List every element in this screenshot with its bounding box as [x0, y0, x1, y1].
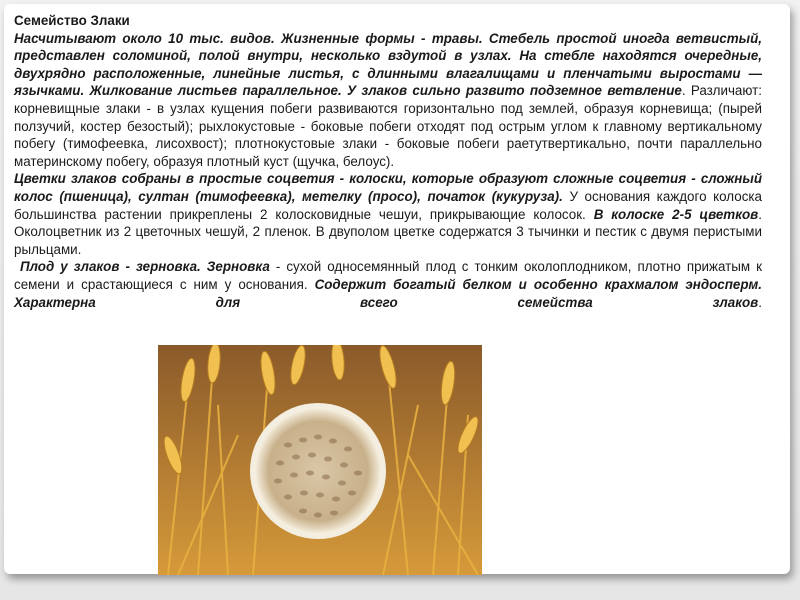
- wheat-photo: [158, 345, 482, 575]
- description-bold: Насчитывают около 10 тыс. видов. Жизненные формы - травы. Стебель простой иногда ветвистый, представлен соломиной, полой внутри, несколько вздутой в узлах. На стебле находятся очередные, двухрядно расположенные, линейные листья, с длинными влагалищами и пленчатыми выростами — язычками. Жилкование листьев параллельное. У злаков сильно развито подземное ветвление: [14, 30, 762, 99]
- paragraph-flowers: [14, 170, 762, 258]
- fruit-bold: Плод у злаков - зерновка. Зерновка: [20, 259, 270, 275]
- paragraph-description: [14, 30, 762, 171]
- content-card: [4, 4, 790, 574]
- endosperm-bold: Содержит богатый белком и особенно крахмалом эндосперм. Характерна для всего семейства злаков: [14, 276, 762, 310]
- paragraph-fruit: [14, 258, 762, 311]
- flowers-bold: Цветки злаков собраны в простые соцветия - колоски, которые образуют сложные соцветия - сложный колос (пшеница), султан (тимофеевка), метелку (просо), початок (кукуруза).: [14, 171, 762, 204]
- spikelet-bold: В колоске 2-5 цветков: [593, 206, 759, 222]
- flowers-normal: У основания каждого колоска большинства растении прикреплены 2 колосковидные чешуи, прикрывающие колосок.: [14, 188, 763, 222]
- fruit-end: .: [758, 294, 762, 310]
- slide-title: Семейство Злаки: [14, 13, 130, 28]
- grain-bowl: [250, 403, 386, 539]
- slide-text: [14, 12, 762, 311]
- spikelet-normal: . Околоцветник из 2 цветочных чешуй, 2 пленок. В двуполом цветке содержатся 3 тычинки и пестик с двумя перистыми рыльцами.: [14, 206, 762, 257]
- description-normal: . Различают: корневищные злаки - в узлах кущения побеги развиваются горизонтально под землей, образуя корневища; (пырей ползучий, костер безостый); рыхлокустовые - боковые побеги отходят под острым углом к главному вертикальному побегу (тимофеевка, лисохвост); плотнокустовые злаки - боковые побеги раетутвертикально, почти параллельно материнскому побегу, образуя плотный куст (щучка, белоус).: [14, 83, 762, 169]
- fruit-normal: - сухой односемянный плод с тонким околоплодником, плотно прижатым к семени и срастающиеся с ним у основания.: [14, 259, 762, 292]
- wheat-illustration: [158, 345, 482, 575]
